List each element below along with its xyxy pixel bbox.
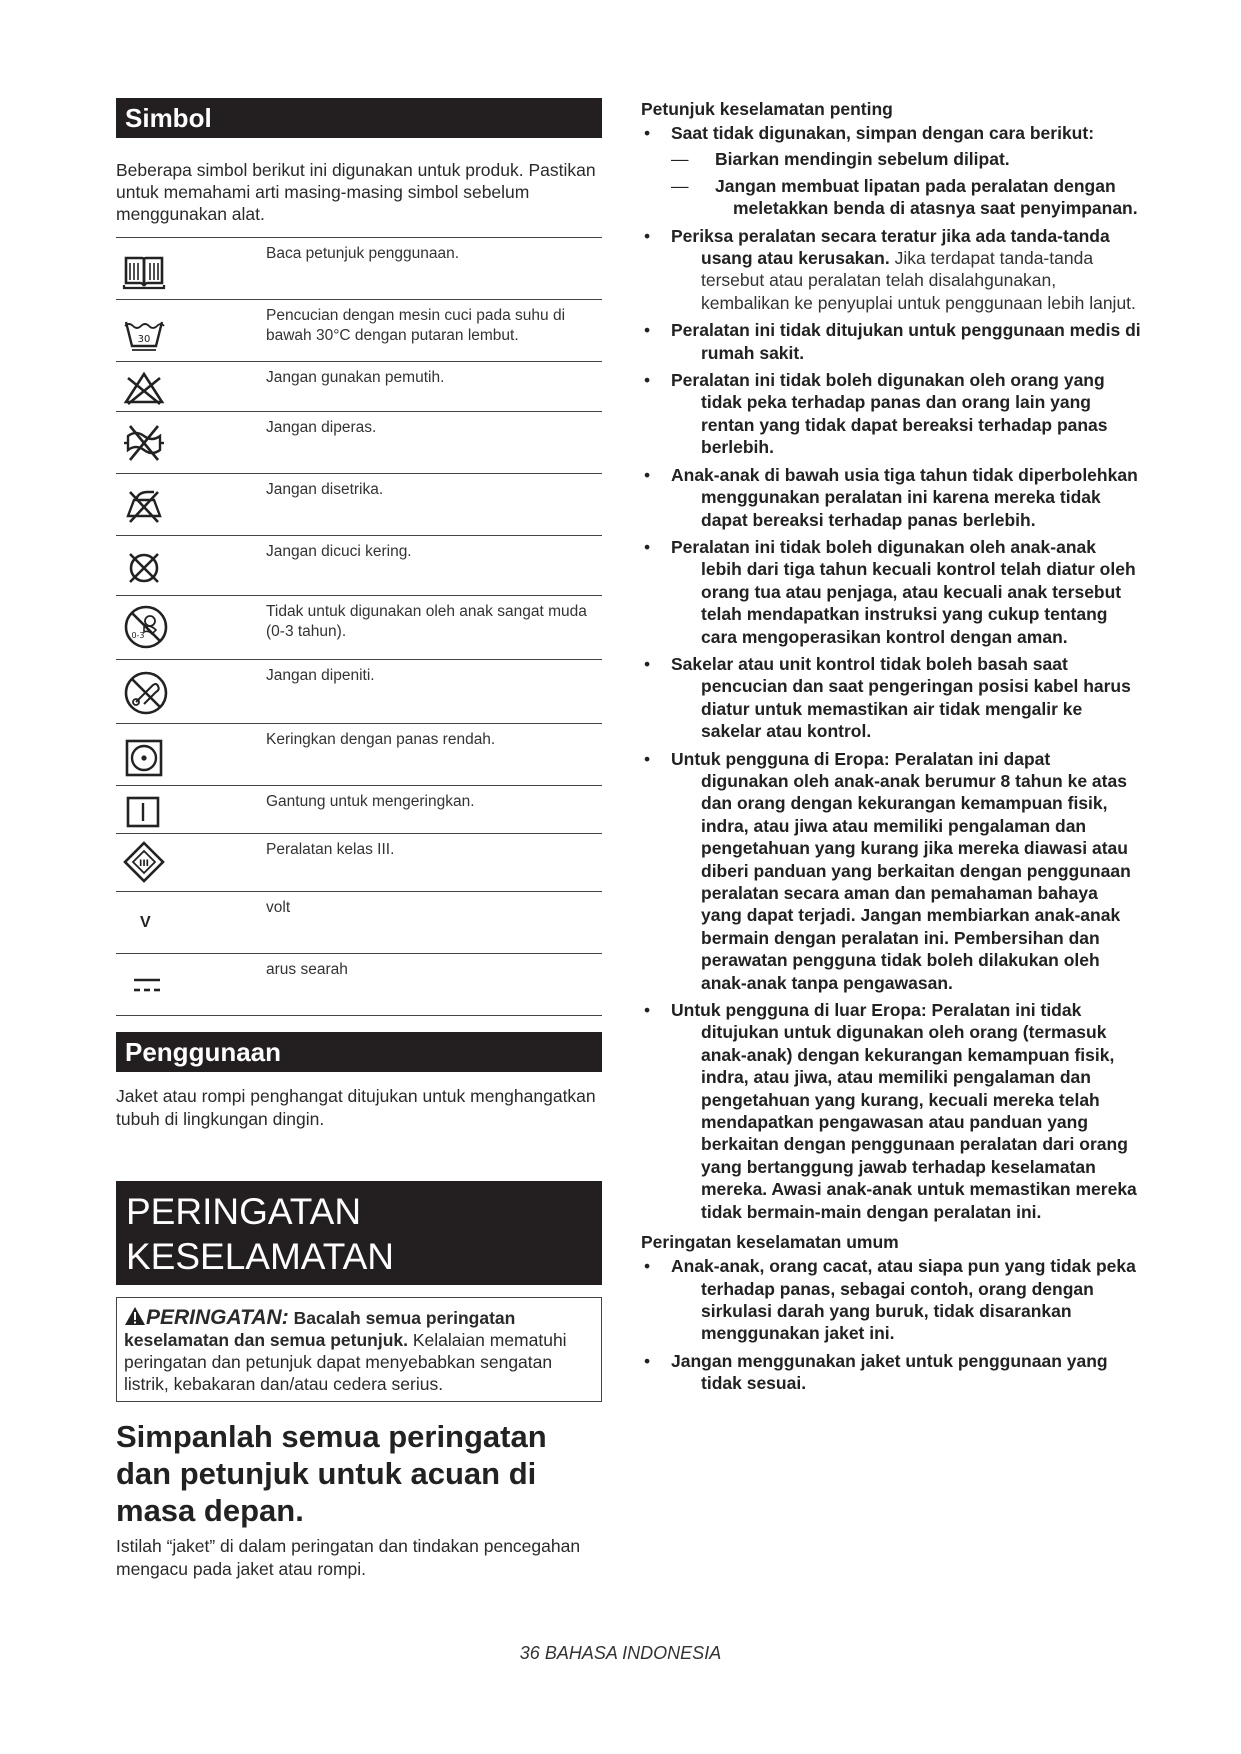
- list-item: — Biarkan mendingin sebelum dilipat.: [671, 148, 1141, 170]
- list-item: • Anak-anak di bawah usia tiga tahun tidak diperbolehkan menggunakan peralatan ini karena mereka tidak dapat bereaksi terhadap panas berlebih.: [641, 464, 1141, 531]
- table-row: [116, 596, 602, 660]
- symbol-desc: volt: [266, 892, 602, 954]
- right-column: [641, 98, 1141, 1400]
- warning-text: Kelalaian mematuhi peringatan dan petunjuk dapat menyebabkan sengatan listrik, kebakaran dan/atau cedera serius.: [124, 1330, 567, 1394]
- safety-title-line1: PERINGATAN: [126, 1191, 362, 1232]
- list-item: • Sakelar atau unit kontrol tidak boleh basah saat pencucian dan saat pengeringan posisi kabel harus diatur untuk memastikan air tidak mengalir ke sakelar atau kontrol.: [641, 653, 1141, 743]
- list-item: • Untuk pengguna di Eropa: Peralatan ini dapat digunakan oleh anak-anak berumur 8 tahun ke atas dan orang dengan kekurangan kemampuan fisik, indra, atau jiwa atau memiliki pengalaman dan pengetahuan yang kurang jika mereka diawasi atau diberi panduan yang berkaitan dengan penggunaan peralatan secara aman dan pemahaman bahaya yang dapat terjadi. Jangan membiarkan anak-anak bermain dengan peralatan ini. Pembersihan dan perawatan pengguna tidak boleh dilakukan oleh anak-anak tanpa pengawasan.: [641, 748, 1141, 994]
- class-mark: III: [138, 859, 150, 869]
- term-definition: Istilah “jaket” di dalam peringatan dan tindakan pencegahan mengacu pada jaket atau rompi.: [116, 1536, 581, 1579]
- important-safety-heading: Petunjuk keselamatan penting: [641, 99, 893, 119]
- class-iii-icon: [122, 840, 166, 884]
- table-row: [116, 724, 602, 786]
- tumble-dry-low-icon: [122, 736, 166, 780]
- table-row: [116, 362, 602, 412]
- symbol-table: [116, 237, 602, 1016]
- list-item: • Periksa peralatan secara teratur jika ada tanda-tanda usang atau kerusakan. Jika terdapat tanda-tanda tersebut atau peralatan telah disalahgunakan, kembalikan ke penyuplai untuk penggunaan lebih lanjut.: [641, 225, 1141, 315]
- table-row: [116, 892, 602, 954]
- table-row: [116, 834, 602, 892]
- list-item: • Peralatan ini tidak ditujukan untuk penggunaan medis di rumah sakit.: [641, 319, 1141, 364]
- list-item: • Peralatan ini tidak boleh digunakan oleh anak-anak lebih dari tiga tahun kecuali kontrol telah diatur oleh orang tua atau penjaga, atau kecuali anak tersebut telah mendapatkan instruksi yang cukup tentang cara mengoperasikan kontrol dengan aman.: [641, 536, 1141, 648]
- general-safety-list: [641, 1255, 1141, 1394]
- warning-bold-text: Bacalah semua peringatan keselamatan dan semua petunjuk.: [124, 1308, 516, 1350]
- table-row: [116, 786, 602, 834]
- keep-instructions-heading: Simpanlah semua peringatan dan petunjuk untuk acuan di masa depan.: [116, 1419, 547, 1528]
- no-wring-icon: [122, 422, 166, 462]
- safety-title-line2: KESELAMATAN: [126, 1236, 394, 1277]
- table-row: [116, 412, 602, 474]
- left-column: [116, 98, 602, 1581]
- table-row: [116, 474, 602, 536]
- table-row: [116, 660, 602, 724]
- safety-warning-title: [116, 1181, 602, 1285]
- symbol-desc: Jangan dipeniti.: [266, 660, 602, 724]
- warning-icon: [124, 1306, 146, 1326]
- simbol-intro: Beberapa simbol berikut ini digunakan untuk produk. Pastikan untuk memahami arti masing-masing simbol sebelum menggunakan alat.: [116, 160, 596, 224]
- symbol-desc: Peralatan kelas III.: [266, 834, 602, 892]
- age-label: 0-3: [131, 631, 145, 640]
- no-pin-icon: [122, 668, 170, 718]
- symbol-desc: Gantung untuk mengeringkan.: [266, 786, 602, 834]
- list-item: • Peralatan ini tidak boleh digunakan oleh orang yang tidak peka terhadap panas dan orang lain yang rentan yang tidak dapat bereaksi terhadap panas berlebih.: [641, 369, 1141, 459]
- symbol-desc: arus searah: [266, 954, 602, 1016]
- symbol-desc: Jangan gunakan pemutih.: [266, 362, 602, 412]
- not-for-children-icon: [122, 602, 170, 652]
- wash-30-icon: [122, 314, 166, 354]
- warning-label: PERINGATAN:: [146, 1306, 289, 1329]
- table-row: [116, 300, 602, 362]
- line-dry-icon: [122, 794, 166, 832]
- table-row: [116, 954, 602, 1016]
- section-title-simbol: Simbol: [116, 98, 602, 138]
- table-row: [116, 238, 602, 300]
- book-icon: [122, 252, 166, 292]
- list-item: • Saat tidak digunakan, simpan dengan cara berikut: — Biarkan mendingin sebelum dilipat. — Jangan membuat lipatan pada peralatan dengan meletakkan benda di atasnya saat penyimpanan.: [641, 122, 1141, 220]
- symbol-desc: Pencucian dengan mesin cuci pada suhu di bawah 30°C dengan putaran lembut.: [266, 300, 602, 362]
- symbol-desc: Baca petunjuk penggunaan.: [266, 238, 602, 300]
- symbol-desc: Tidak untuk digunakan oleh anak sangat muda (0-3 tahun).: [266, 596, 602, 660]
- general-safety-heading: Peringatan keselamatan umum: [641, 1232, 899, 1253]
- list-item: • Jangan menggunakan jaket untuk penggunaan yang tidak sesuai.: [641, 1350, 1141, 1395]
- symbol-desc: Keringkan dengan panas rendah.: [266, 724, 602, 786]
- table-row: [116, 536, 602, 596]
- symbol-desc: Jangan disetrika.: [266, 474, 602, 536]
- no-iron-icon: [122, 486, 166, 526]
- direct-current-icon: [122, 968, 166, 1008]
- page-footer: 36 BAHASA INDONESIA: [519, 1643, 722, 1663]
- list-item: • Anak-anak, orang cacat, atau siapa pun yang tidak peka terhadap panas, sebagai contoh, orang dengan sirkulasi darah yang buruk, tidak disarankan menggunakan jaket ini.: [641, 1255, 1141, 1345]
- list-item: — Jangan membuat lipatan pada peralatan dengan meletakkan benda di atasnya saat penyimpanan.: [671, 175, 1141, 220]
- no-dry-clean-icon: [122, 548, 166, 588]
- wash-temp: 30: [137, 334, 151, 345]
- penggunaan-text: Jaket atau rompi penghangat ditujukan untuk menghangatkan tubuh di lingkungan dingin.: [116, 1086, 596, 1129]
- section-title-penggunaan: Penggunaan: [116, 1032, 602, 1072]
- volt-icon: V: [140, 914, 151, 931]
- list-item: • Untuk pengguna di luar Eropa: Peralatan ini tidak ditujukan untuk digunakan oleh orang (termasuk anak-anak) dengan kekurangan kemampuan fisik, indra, atau jiwa, atau memiliki pengalaman dan pengetahuan yang kurang, kecuali mereka telah mendapatkan pengawasan atau panduan yang berkaitan dengan penggunaan peralatan dari orang yang bertanggung jawab terhadap keselamatan mereka. Awasi anak-anak untuk memastikan mereka tidak bermain-main dengan peralatan ini.: [641, 999, 1141, 1223]
- symbol-desc: Jangan diperas.: [266, 412, 602, 474]
- important-safety-list: [641, 122, 1141, 1223]
- no-bleach-icon: [122, 370, 166, 406]
- symbol-desc: Jangan dicuci kering.: [266, 536, 602, 596]
- warning-box: [116, 1297, 602, 1402]
